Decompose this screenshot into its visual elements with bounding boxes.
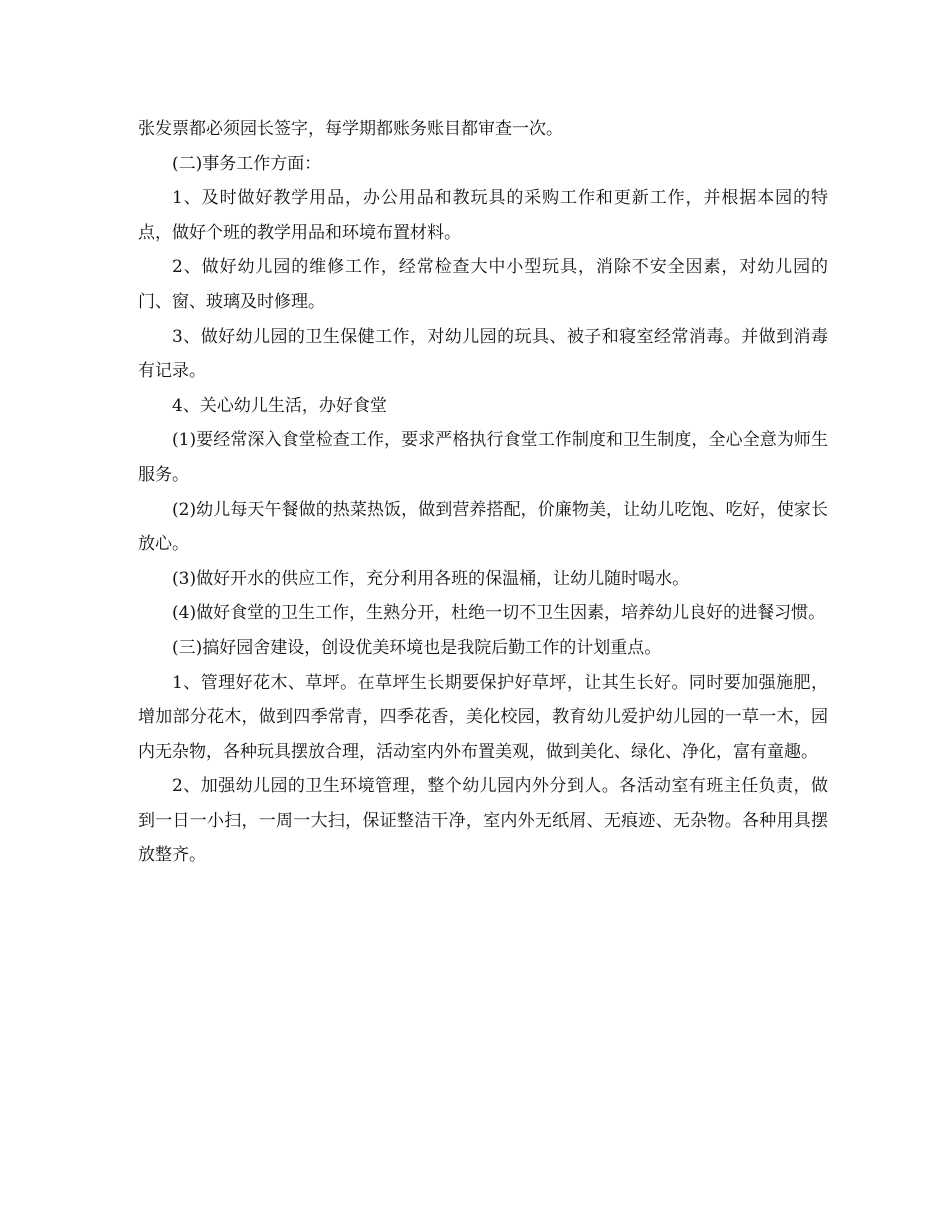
paragraph-6: 4、关心幼儿生活，办好食堂 (172, 395, 387, 416)
paragraph-9: (3)做好开水的供应工作，充分利用各班的保温桶，让幼儿随时喝水。 (172, 568, 690, 589)
paragraph-8: (2)幼儿每天午餐做的热菜热饭，做到营养搭配，价廉物美，让幼儿吃饱、吃好，使家长放心。 (138, 499, 828, 555)
paragraph-1: 张发票都必须园长签字，每学期都账务账目都审查一次。 (138, 119, 563, 139)
paragraph-3: 1、及时做好教学用品，办公用品和教玩具的采购工作和更新工作，并根据本园的特点，做好个班的教学用品和环境布置材料。 (138, 188, 828, 243)
paragraph-11: (三)搞好园舍建设，创设优美环境也是我院后勤工作的计划重点。 (172, 637, 662, 658)
paragraph-5: 3、做好幼儿园的卫生保健工作，对幼儿园的玩具、被子和寝室经常消毒。并做到消毒有记录。 (138, 326, 828, 382)
paragraph-12: 1、管理好花木、草坪。在草坪生长期要保护好草坪，让其生长好。同时要加强施肥，增加部分花木，做到四季常青，四季花香，美化校园，教育幼儿爱护幼儿园的一草一木，园内无杂物，各种玩具摆放合理，活动室内外布置美观，做到美化、绿化、净化，富有童趣。 (138, 672, 828, 762)
paragraph-10: (4)做好食堂的卫生工作，生熟分开，杜绝一切不卫生因素，培养幼儿良好的进餐习惯。 (172, 603, 826, 624)
document-body (138, 112, 828, 873)
paragraph-2: (二)事务工作方面： (172, 153, 322, 174)
paragraph-4: 2、做好幼儿园的维修工作，经常检查大中小型玩具，消除不安全因素，对幼儿园的门、窗、玻璃及时修理。 (138, 257, 828, 312)
paragraph-13: 2、加强幼儿园的卫生环境管理，整个幼儿园内外分到人。各活动室有班主任负责，做到一日一小扫，一周一大扫，保证整洁干净，室内外无纸屑、无痕迹、无杂物。各种用具摆放整齐。 (138, 776, 828, 866)
paragraph-7: (1)要经常深入食堂检查工作，要求严格执行食堂工作制度和卫生制度，全心全意为师生服务。 (138, 430, 828, 485)
